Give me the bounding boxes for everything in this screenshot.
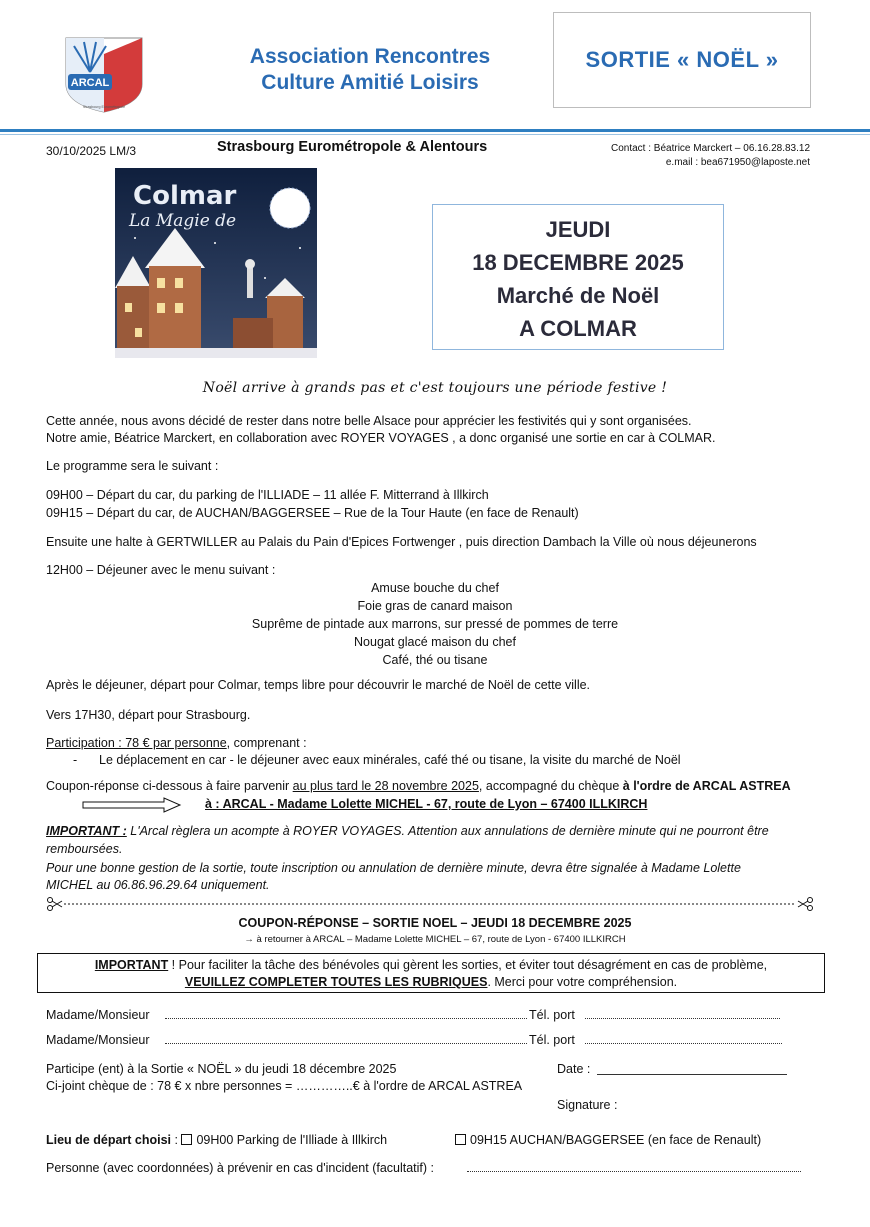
tel-label: Tél. port	[529, 1008, 575, 1022]
important-text-2: remboursées.	[46, 842, 123, 856]
name-row-2	[46, 1033, 150, 1047]
participation-price: Participation : 78 € par personne	[46, 736, 227, 750]
important-gestion: Pour une bonne gestion de la sortie, toute inscription ou annulation de dernière minute, devra être signalée à Madame Lolette	[46, 861, 741, 875]
departure-1: 09H00 – Départ du car, du parking de l'ILLIADE – 11 allée F. Mitterrand à Illkirch	[46, 488, 489, 502]
menu-item: Nougat glacé maison du chef	[354, 635, 516, 649]
lunch-heading: 12H00 – Déjeuner avec le menu suivant :	[46, 563, 276, 577]
coupon-return-address: → à retourner à ARCAL – Madame Lolette MICHEL – 67, route de Lyon - 67400 ILLKIRCH	[244, 934, 626, 945]
departure-2: 09H15 – Départ du car, de AUCHAN/BAGGERSEE – Rue de la Tour Haute (en face de Renault)	[46, 506, 579, 520]
menu-item: Amuse bouche du chef	[371, 581, 499, 595]
cheque-amount-field[interactable]: …………..	[295, 1079, 353, 1093]
contact-info	[560, 142, 810, 170]
cheque-text-a: Ci-joint chèque de : 78 € x nbre personnes =	[46, 1079, 296, 1093]
association-line2: Culture Amitié Loisirs	[261, 71, 479, 94]
coupon-text-a: Coupon-réponse ci-dessous à faire parvenir	[46, 779, 293, 793]
header-rule-thin	[0, 134, 870, 135]
colmar-photo	[115, 168, 317, 358]
signature-label: Signature :	[557, 1098, 618, 1112]
coupon-title: COUPON-RÉPONSE – SORTIE NOEL – JEUDI 18 DECEMBRE 2025	[238, 916, 632, 930]
logo-subtext: Strasbourg Eurométropole	[82, 105, 126, 109]
participe-text: Participe (ent) à la Sortie « NOËL » du jeudi 18 décembre 2025	[46, 1062, 397, 1076]
halte-text: Ensuite une halte à GERTWILLER au Palais du Pain d'Epices Fortwenger , puis direction Dambach la Ville où nous déjeunerons	[46, 535, 757, 549]
coupon-important-label: IMPORTANT	[94, 958, 169, 972]
retour-text: Vers 17H30, départ pour Strasbourg.	[46, 708, 251, 722]
personne-label: Personne (avec coordonnées) à prévenir en cas d'incident (facultatif) :	[46, 1161, 435, 1175]
coupon-order: à l'ordre de ARCAL ASTREA	[622, 779, 791, 793]
document-ref: 30/10/2025 LM/3	[46, 144, 137, 158]
arcal-logo	[60, 34, 148, 114]
contact-phone: Contact : Béatrice Marckert – 06.16.28.83.12	[611, 143, 810, 154]
tagline: Noël arrive à grands pas et c'est toujours une période festive !	[202, 380, 668, 396]
important-gestion-2: MICHEL au 06.86.96.29.64 uniquement.	[46, 878, 270, 892]
option2-checkbox[interactable]	[455, 1134, 466, 1145]
coupon-important-text: ! Pour faciliter la tâche des bénévoles qui gèrent les sorties, et éviter tout désagrément en cas de problème,	[168, 958, 768, 972]
intro-line-2: Notre amie, Béatrice Marckert, en collaboration avec ROYER VOYAGES , a donc organisé une sortie en car à COLMAR.	[46, 431, 716, 445]
personne-field[interactable]	[467, 1171, 801, 1172]
option1-label: 09H00 Parking de l'Illiade à Illkirch	[196, 1133, 388, 1147]
programme-heading: Le programme sera le suivant :	[46, 459, 219, 473]
lieu-option-2	[455, 1133, 761, 1147]
association-line1: Association Rencontres	[249, 45, 491, 68]
lieu-colon: :	[171, 1133, 182, 1147]
cheque-text-b: € à l'ordre de ARCAL ASTREA	[352, 1079, 523, 1093]
menu-list	[0, 579, 870, 669]
event-name: Marché de Noël	[496, 283, 660, 308]
event-box	[432, 204, 724, 350]
bullet-dash: -	[73, 753, 78, 767]
option2-label: 09H15 AUCHAN/BAGGERSEE (en face de Renault)	[470, 1133, 762, 1147]
participation-bullet: Le déplacement en car - le déjeuner avec eaux minérales, café thé ou tisane, la visite du marché de Noël	[99, 753, 681, 767]
photo-title-colmar: Colmar	[133, 181, 237, 211]
cheque-text	[46, 1079, 522, 1093]
name-field-1[interactable]	[165, 1018, 527, 1019]
important-label: IMPORTANT :	[46, 824, 127, 838]
coupon-important-box	[37, 953, 825, 993]
arrow-right-icon	[82, 797, 182, 816]
sortie-title-box	[553, 12, 811, 108]
date-field[interactable]	[597, 1074, 787, 1075]
region-title: Strasbourg Eurométropole & Alentours	[217, 139, 488, 155]
tel-label: Tél. port	[529, 1033, 575, 1047]
sortie-title: SORTIE « NOËL »	[585, 47, 779, 72]
menu-item: Café, thé ou tisane	[382, 653, 488, 667]
name-field-2[interactable]	[165, 1043, 527, 1044]
lieu-label: Lieu de départ choisi	[46, 1133, 172, 1147]
menu-item: Suprême de pintade aux marrons, sur pressé de pommes de terre	[251, 617, 619, 631]
coupon-text-b: , accompagné du chèque	[478, 779, 623, 793]
name-label: Madame/Monsieur	[46, 1008, 150, 1022]
coupon-important-end: . Merci pour votre compréhension.	[487, 975, 678, 989]
lieu-depart	[46, 1133, 387, 1147]
menu-item: Foie gras de canard maison	[357, 599, 513, 613]
important-text: L'Arcal règlera un acompte à ROYER VOYAGES. Attention aux annulations de dernière minute qui ne pourront être	[126, 824, 769, 838]
header-rule	[0, 129, 870, 132]
association-name	[200, 44, 540, 96]
event-day: JEUDI	[545, 217, 611, 242]
apres-text: Après le déjeuner, départ pour Colmar, temps libre pour découvrir le marché de Noël de cette ville.	[46, 678, 591, 692]
scissors-icon	[798, 898, 813, 911]
coupon-important-bold: VEUILLEZ COMPLETER TOUTES LES RUBRIQUES	[184, 975, 488, 989]
name-row-1	[46, 1008, 150, 1022]
option1-checkbox[interactable]	[181, 1134, 192, 1145]
photo-title-magie: La Magie de	[129, 211, 237, 231]
coupon-deadline: au plus tard le 28 novembre 2025	[292, 779, 479, 793]
scissors-icon	[48, 898, 63, 911]
intro-line-1: Cette année, nous avons décidé de rester dans notre belle Alsace pour apprécier les festivités qui y sont organisées.	[46, 414, 692, 428]
tel-field-1[interactable]	[585, 1018, 780, 1019]
date-label: Date :	[557, 1062, 591, 1076]
event-location: A COLMAR	[519, 316, 637, 341]
contact-email: e.mail : bea671950@laposte.net	[665, 157, 810, 168]
name-label: Madame/Monsieur	[46, 1033, 150, 1047]
cut-line	[46, 897, 814, 911]
coupon-address: à : ARCAL - Madame Lolette MICHEL - 67, route de Lyon – 67400 ILLKIRCH	[205, 797, 648, 811]
participation-rest: , comprenant :	[226, 736, 307, 750]
logo-text: ARCAL	[70, 77, 110, 89]
coupon-instructions	[46, 778, 791, 795]
participation	[46, 735, 307, 752]
event-date: 18 DECEMBRE 2025	[472, 250, 684, 275]
tel-field-2[interactable]	[585, 1043, 782, 1044]
important-acompte	[46, 823, 769, 840]
